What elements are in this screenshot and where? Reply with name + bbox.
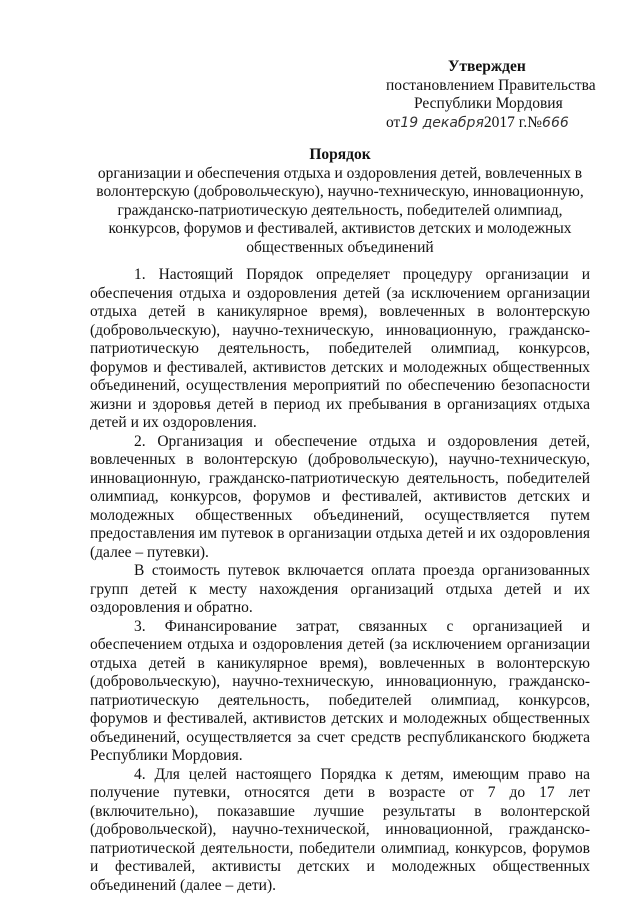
document-title-block (90, 146, 590, 257)
paragraph-2: 2. Организация и обеспечение отдыха и оздоровления детей, вовлеченных в волонтерскую (добровольческую), научно-техническую, инновационную, гражданско-патриотическую деятельность, победителей олимпиад, конкурсов, форумов и фестивалей, активистов детских и молодежных общественных объединений, осуществляется путем предоставления им путевок в организации отдыха детей и их оздоровления (далее – путевки). (90, 432, 590, 561)
document-body (90, 266, 590, 895)
approval-number-handwritten: 666 (542, 114, 569, 131)
approval-date-prefix: от (386, 113, 401, 131)
approval-title: Утвержден (448, 58, 526, 75)
paragraph-2-cont: В стоимость путевок включается оплата проезда организованных групп детей к месту нахождения организаций отдыха детей и их оздоровления и обратно. (90, 562, 590, 616)
document-title: Порядок (309, 146, 371, 163)
document-subtitle: организации и обеспечения отдыха и оздоровления детей, вовлеченных в волонтерскую (добровольческую), научно-техническую, инновационную, гражданско-патриотическую деятельность, победителей олимпиад, конкурсов, форумов и фестивалей, активистов детских и молодежных общественных объединений (96, 164, 584, 256)
approval-year: 2017 г. (483, 113, 528, 131)
paragraph-4: 4. Для целей настоящего Порядка к детям, имеющим право на получение путевки, относятся дети в возрасте от 7 до 17 лет (включительно), показавшие лучшие результаты в волонтерской (добровольческой), научно-технической, инновационной, гражданско-патриотической деятельности, победители олимпиад, конкурсов, форумов и фестивалей, активисты детских и молодежных общественных объединений (далее – дети). (90, 765, 590, 894)
approval-region: Республики Мордовия (414, 95, 563, 112)
approval-issuer: постановлением Правительства (386, 76, 596, 94)
approval-stamp (386, 58, 606, 132)
approval-number-sign: № (527, 113, 543, 131)
approval-date-line (386, 114, 606, 133)
paragraph-3: 3. Финансирование затрат, связанных с организацией и обеспечением отдыха и оздоровления детей (за исключением организации отдыха детей в каникулярное время), вовлеченных в волонтерскую (добровольческую), научно-техническую, инновационную, гражданско-патриотическую деятельность, победителей олимпиад, конкурсов, форумов и фестивалей, активистов детских и молодежных общественных объединений, осуществляется за счет средств республиканского бюджета Республики Мордовия. (90, 617, 590, 764)
paragraph-1: 1. Настоящий Порядок определяет процедуру организации и обеспечения отдыха и оздоровления детей (за исключением организации отдыха детей в каникулярное время), вовлеченных в волонтерскую (добровольческую), научно-техническую, инновационную, гражданско-патриотическую деятельность, победителей олимпиад, конкурсов, форумов и фестивалей, активистов детских и молодежных общественных объединений, осуществления мероприятий по обеспечению безопасности жизни и здоровья детей в период их пребывания в организациях отдыха детей и их оздоровления. (90, 266, 590, 431)
approval-date-handwritten: 19 декабря (400, 114, 484, 131)
